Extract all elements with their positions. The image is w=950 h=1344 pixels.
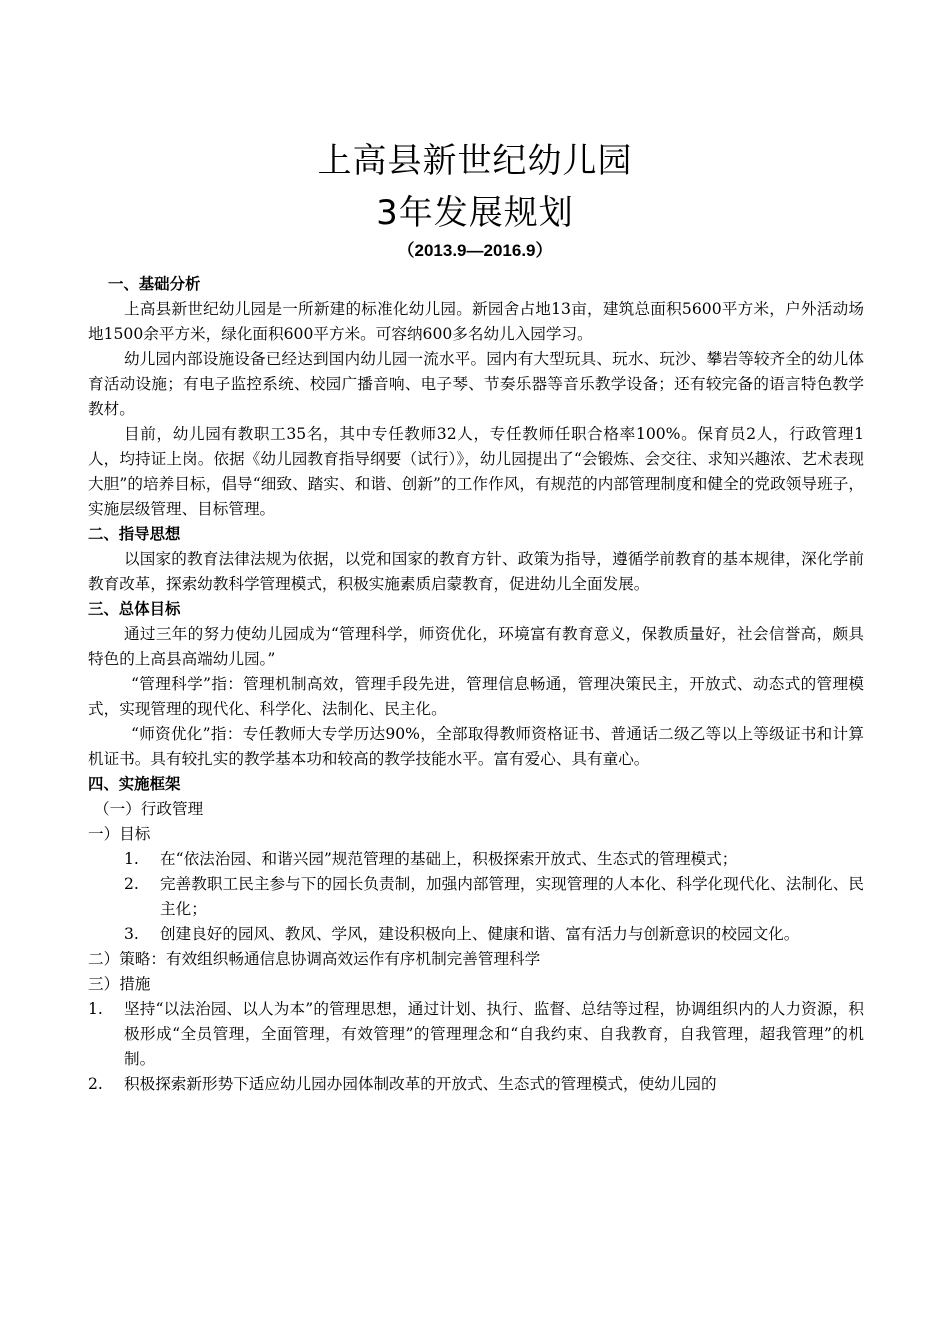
paragraph: 通过三年的努力使幼儿园成为“管理科学，师资优化，环境富有教育意义，保教质量好，社会信誉高，颇具特色的上高县高端幼儿园。” — [88, 625, 864, 668]
goals-list — [88, 847, 864, 947]
goal-label: 一）目标 — [88, 825, 151, 843]
measures-label: 三）措施 — [88, 975, 151, 993]
measures-list — [88, 997, 864, 1097]
list-number: 1. — [88, 1000, 103, 1018]
document-subtitle: 3年发展规划 — [376, 193, 574, 233]
date-range: （2013.9—2016.9） — [397, 241, 553, 260]
list-number: 2. — [124, 875, 139, 893]
list-item — [88, 847, 864, 872]
list-text: 完善教职工民主参与下的园长负责制，加强内部管理，实现管理的人本化、科学化现代化、法制化、民主化； — [160, 875, 864, 918]
list-item — [88, 997, 864, 1072]
list-text: 坚持“以法治园、以人为本”的管理思想，通过计划、执行、监督、总结等过程，协调组织内的人力资源，积极形成“全员管理，全面管理，有效管理”的管理理念和“自我约束、自我教育，自我管理，超我管理”的机制。 — [124, 1000, 864, 1068]
list-item — [88, 922, 864, 947]
document-body — [88, 272, 864, 1097]
subsection-heading: （一）行政管理 — [94, 800, 204, 818]
section-heading-implementation-framework: 四、实施框架 — [88, 775, 181, 793]
section-heading-basic-analysis: 一、基础分析 — [108, 275, 201, 293]
list-text: 创建良好的园风、教风、学风，建设积极向上、健康和谐、富有活力与创新意识的校园文化。 — [160, 925, 800, 943]
section-heading-guiding-ideology: 二、指导思想 — [88, 525, 181, 543]
document-title: 上高县新世纪幼儿园 — [317, 141, 633, 181]
paragraph: “管理科学”指：管理机制高效，管理手段先进，管理信息畅通，管理决策民主，开放式、动态式的管理模式，实现管理的现代化、科学化、法制化、民主化。 — [88, 675, 864, 718]
paragraph: 目前，幼儿园有教职工35名，其中专任教师32人，专任教师任职合格率100%。保育员2人，行政管理1人，均持证上岗。依据《幼儿园教育指导纲要（试行）》，幼儿园提出了“会锻炼、会交往、求知兴趣浓、艺术表现大胆”的培养目标，倡导“细致、踏实、和谐、创新”的工作作风，有规范的内部管理制度和健全的党政领导班子，实施层级管理、目标管理。 — [88, 425, 864, 518]
section-heading-overall-goals: 三、总体目标 — [88, 600, 181, 618]
strategy-line: 二）策略：有效组织畅通信息协调高效运作有序机制完善管理科学 — [88, 950, 541, 968]
list-text: 在“依法治园、和谐兴园”规范管理的基础上，积极探索开放式、生态式的管理模式； — [160, 850, 738, 868]
paragraph: 幼儿园内部设施设备已经达到国内幼儿园一流水平。园内有大型玩具、玩水、玩沙、攀岩等较齐全的幼儿体育活动设施；有电子监控系统、校园广播音响、电子琴、节奏乐器等音乐教学设备；还有较完备的语言特色教学教材。 — [88, 350, 864, 418]
list-number: 3. — [124, 925, 139, 943]
list-number: 2. — [88, 1075, 103, 1093]
list-number: 1. — [124, 850, 139, 868]
list-item — [88, 872, 864, 922]
list-text: 积极探索新形势下适应幼儿园办园体制改革的开放式、生态式的管理模式，使幼儿园的 — [124, 1075, 717, 1093]
list-item — [88, 1072, 864, 1097]
paragraph: “师资优化”指：专任教师大专学历达90%，全部取得教师资格证书、普通话二级乙等以上等级证书和计算机证书。具有较扎实的教学基本功和较高的教学技能水平。富有爱心、具有童心。 — [88, 725, 864, 768]
paragraph: 以国家的教育法律法规为依据，以党和国家的教育方针、政策为指导，遵循学前教育的基本规律，深化学前教育改革，探索幼教科学管理模式，积极实施素质启蒙教育，促进幼儿全面发展。 — [88, 550, 864, 593]
paragraph: 上高县新世纪幼儿园是一所新建的标准化幼儿园。新园舍占地13亩，建筑总面积5600平方米，户外活动场地1500余平方米，绿化面积600平方米。可容纳600多名幼儿入园学习。 — [88, 300, 864, 343]
